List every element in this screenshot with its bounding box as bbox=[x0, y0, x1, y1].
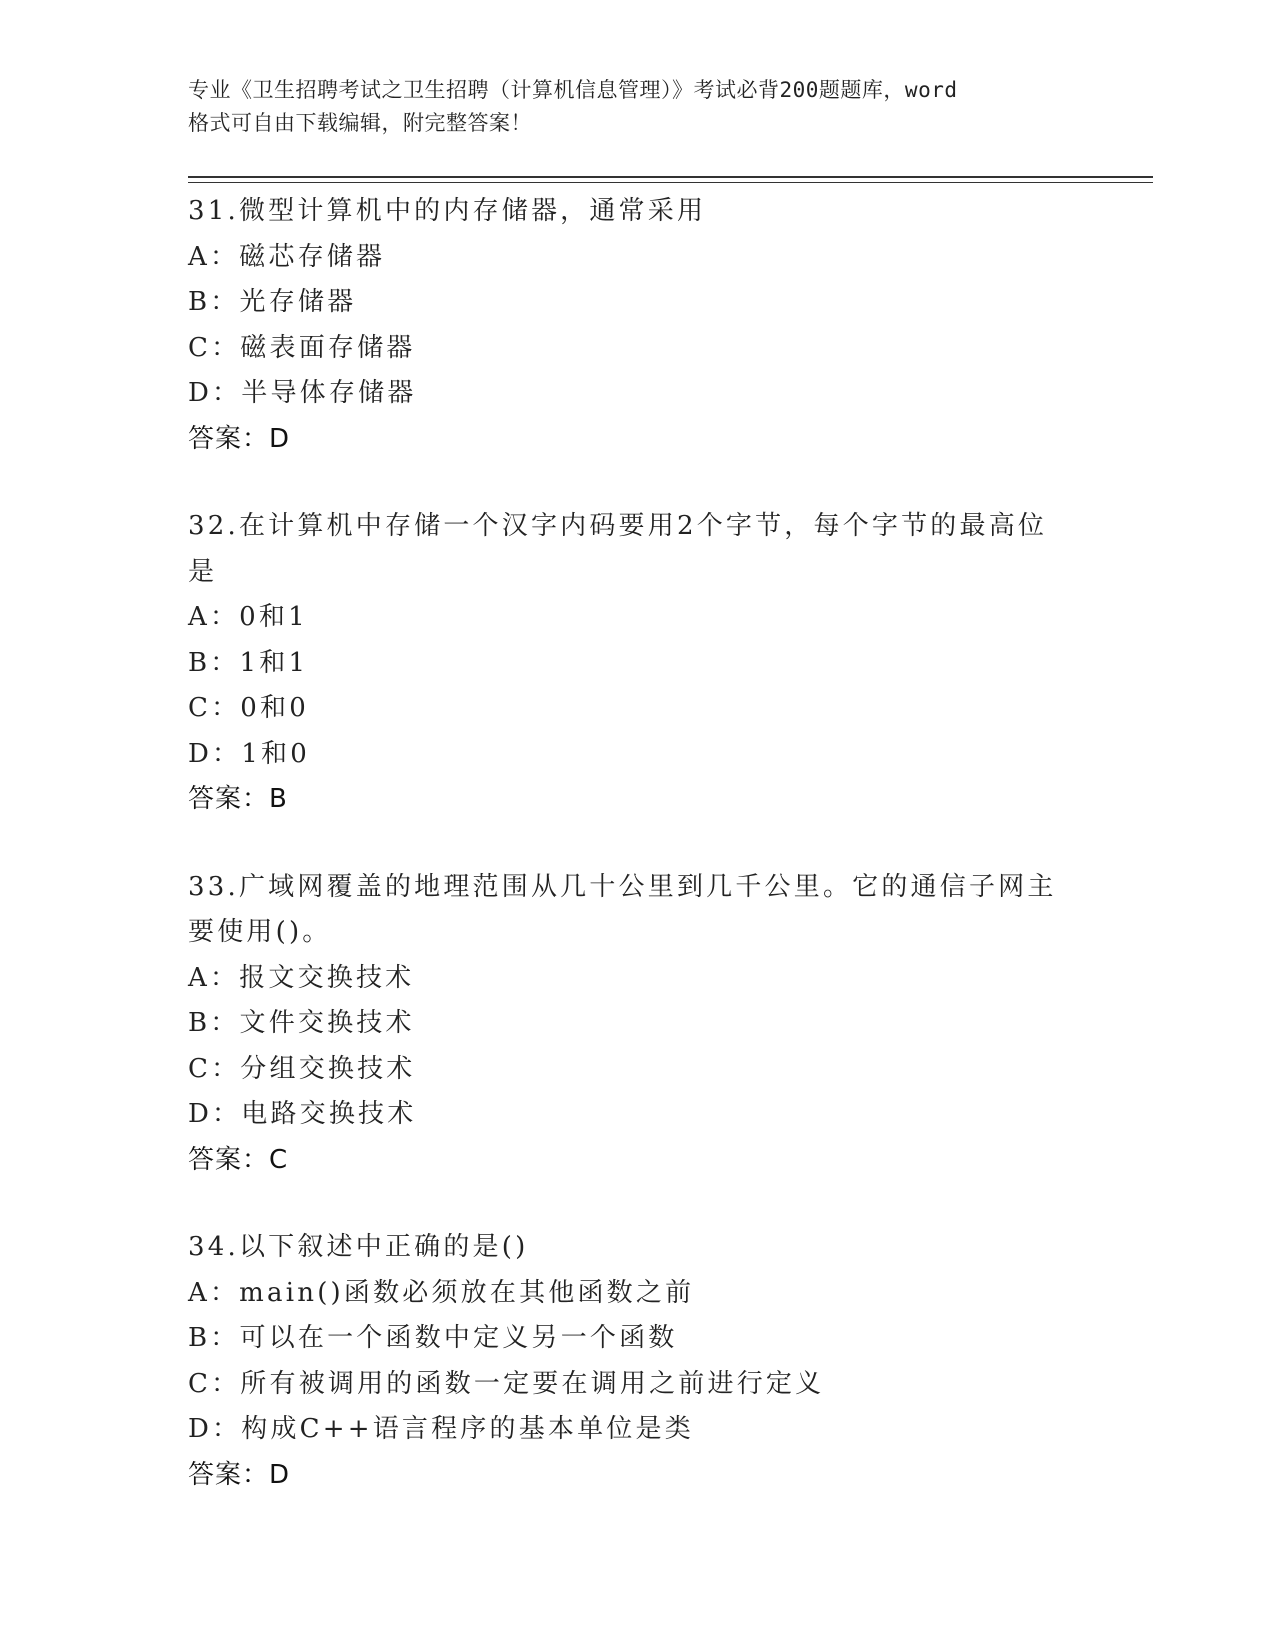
answer-line: 答案：B bbox=[188, 784, 288, 814]
header-line-1: 专业《卫生招聘考试之卫生招聘（计算机信息管理）》考试必背200题题库，word bbox=[188, 78, 958, 102]
option-d: D：构成C++语言程序的基本单位是类 bbox=[188, 1414, 694, 1444]
header-divider-thick bbox=[188, 176, 1153, 178]
option-b: B：1和1 bbox=[188, 647, 309, 678]
option-a: A：main()函数必须放在其他函数之前 bbox=[188, 1277, 695, 1308]
option-b: B：可以在一个函数中定义另一个函数 bbox=[188, 1323, 678, 1353]
answer-line: 答案：D bbox=[188, 1459, 291, 1490]
question-stem: 32.在计算机中存储一个汉字内码要用2个字节，每个字节的最高位是 bbox=[188, 511, 1048, 587]
option-c: C：磁表面存储器 bbox=[188, 332, 416, 363]
question-stem: 31.微型计算机中的内存储器，通常采用 bbox=[188, 196, 707, 226]
question-32 bbox=[188, 504, 1088, 823]
option-c: C：分组交换技术 bbox=[188, 1053, 416, 1084]
option-d: D：1和0 bbox=[188, 738, 310, 769]
option-d: D：电路交换技术 bbox=[188, 1099, 417, 1129]
header-line-2: 格式可自由下载编辑，附完整答案！ bbox=[188, 111, 532, 135]
option-a: A：0和1 bbox=[188, 602, 308, 632]
option-c: C：0和0 bbox=[188, 693, 309, 723]
question-31 bbox=[188, 189, 1088, 462]
document-header bbox=[188, 74, 1088, 140]
question-33 bbox=[188, 865, 1088, 1184]
option-b: B：光存储器 bbox=[188, 287, 357, 317]
answer-line: 答案：C bbox=[188, 1144, 289, 1175]
option-c: C：所有被调用的函数一定要在调用之前进行定义 bbox=[188, 1368, 825, 1399]
option-a: A：磁芯存储器 bbox=[188, 241, 386, 272]
question-stem: 33.广域网覆盖的地理范围从几十公里到几千公里。它的通信子网主要使用()。 bbox=[188, 871, 1057, 947]
question-34 bbox=[188, 1225, 1088, 1498]
option-d: D：半导体存储器 bbox=[188, 378, 417, 408]
option-b: B：文件交换技术 bbox=[188, 1008, 415, 1038]
option-a: A：报文交换技术 bbox=[188, 962, 415, 993]
header-divider-thin bbox=[188, 182, 1153, 183]
answer-line: 答案：D bbox=[188, 423, 291, 454]
question-list bbox=[188, 189, 1088, 1540]
question-stem: 34.以下叙述中正确的是() bbox=[188, 1232, 529, 1262]
